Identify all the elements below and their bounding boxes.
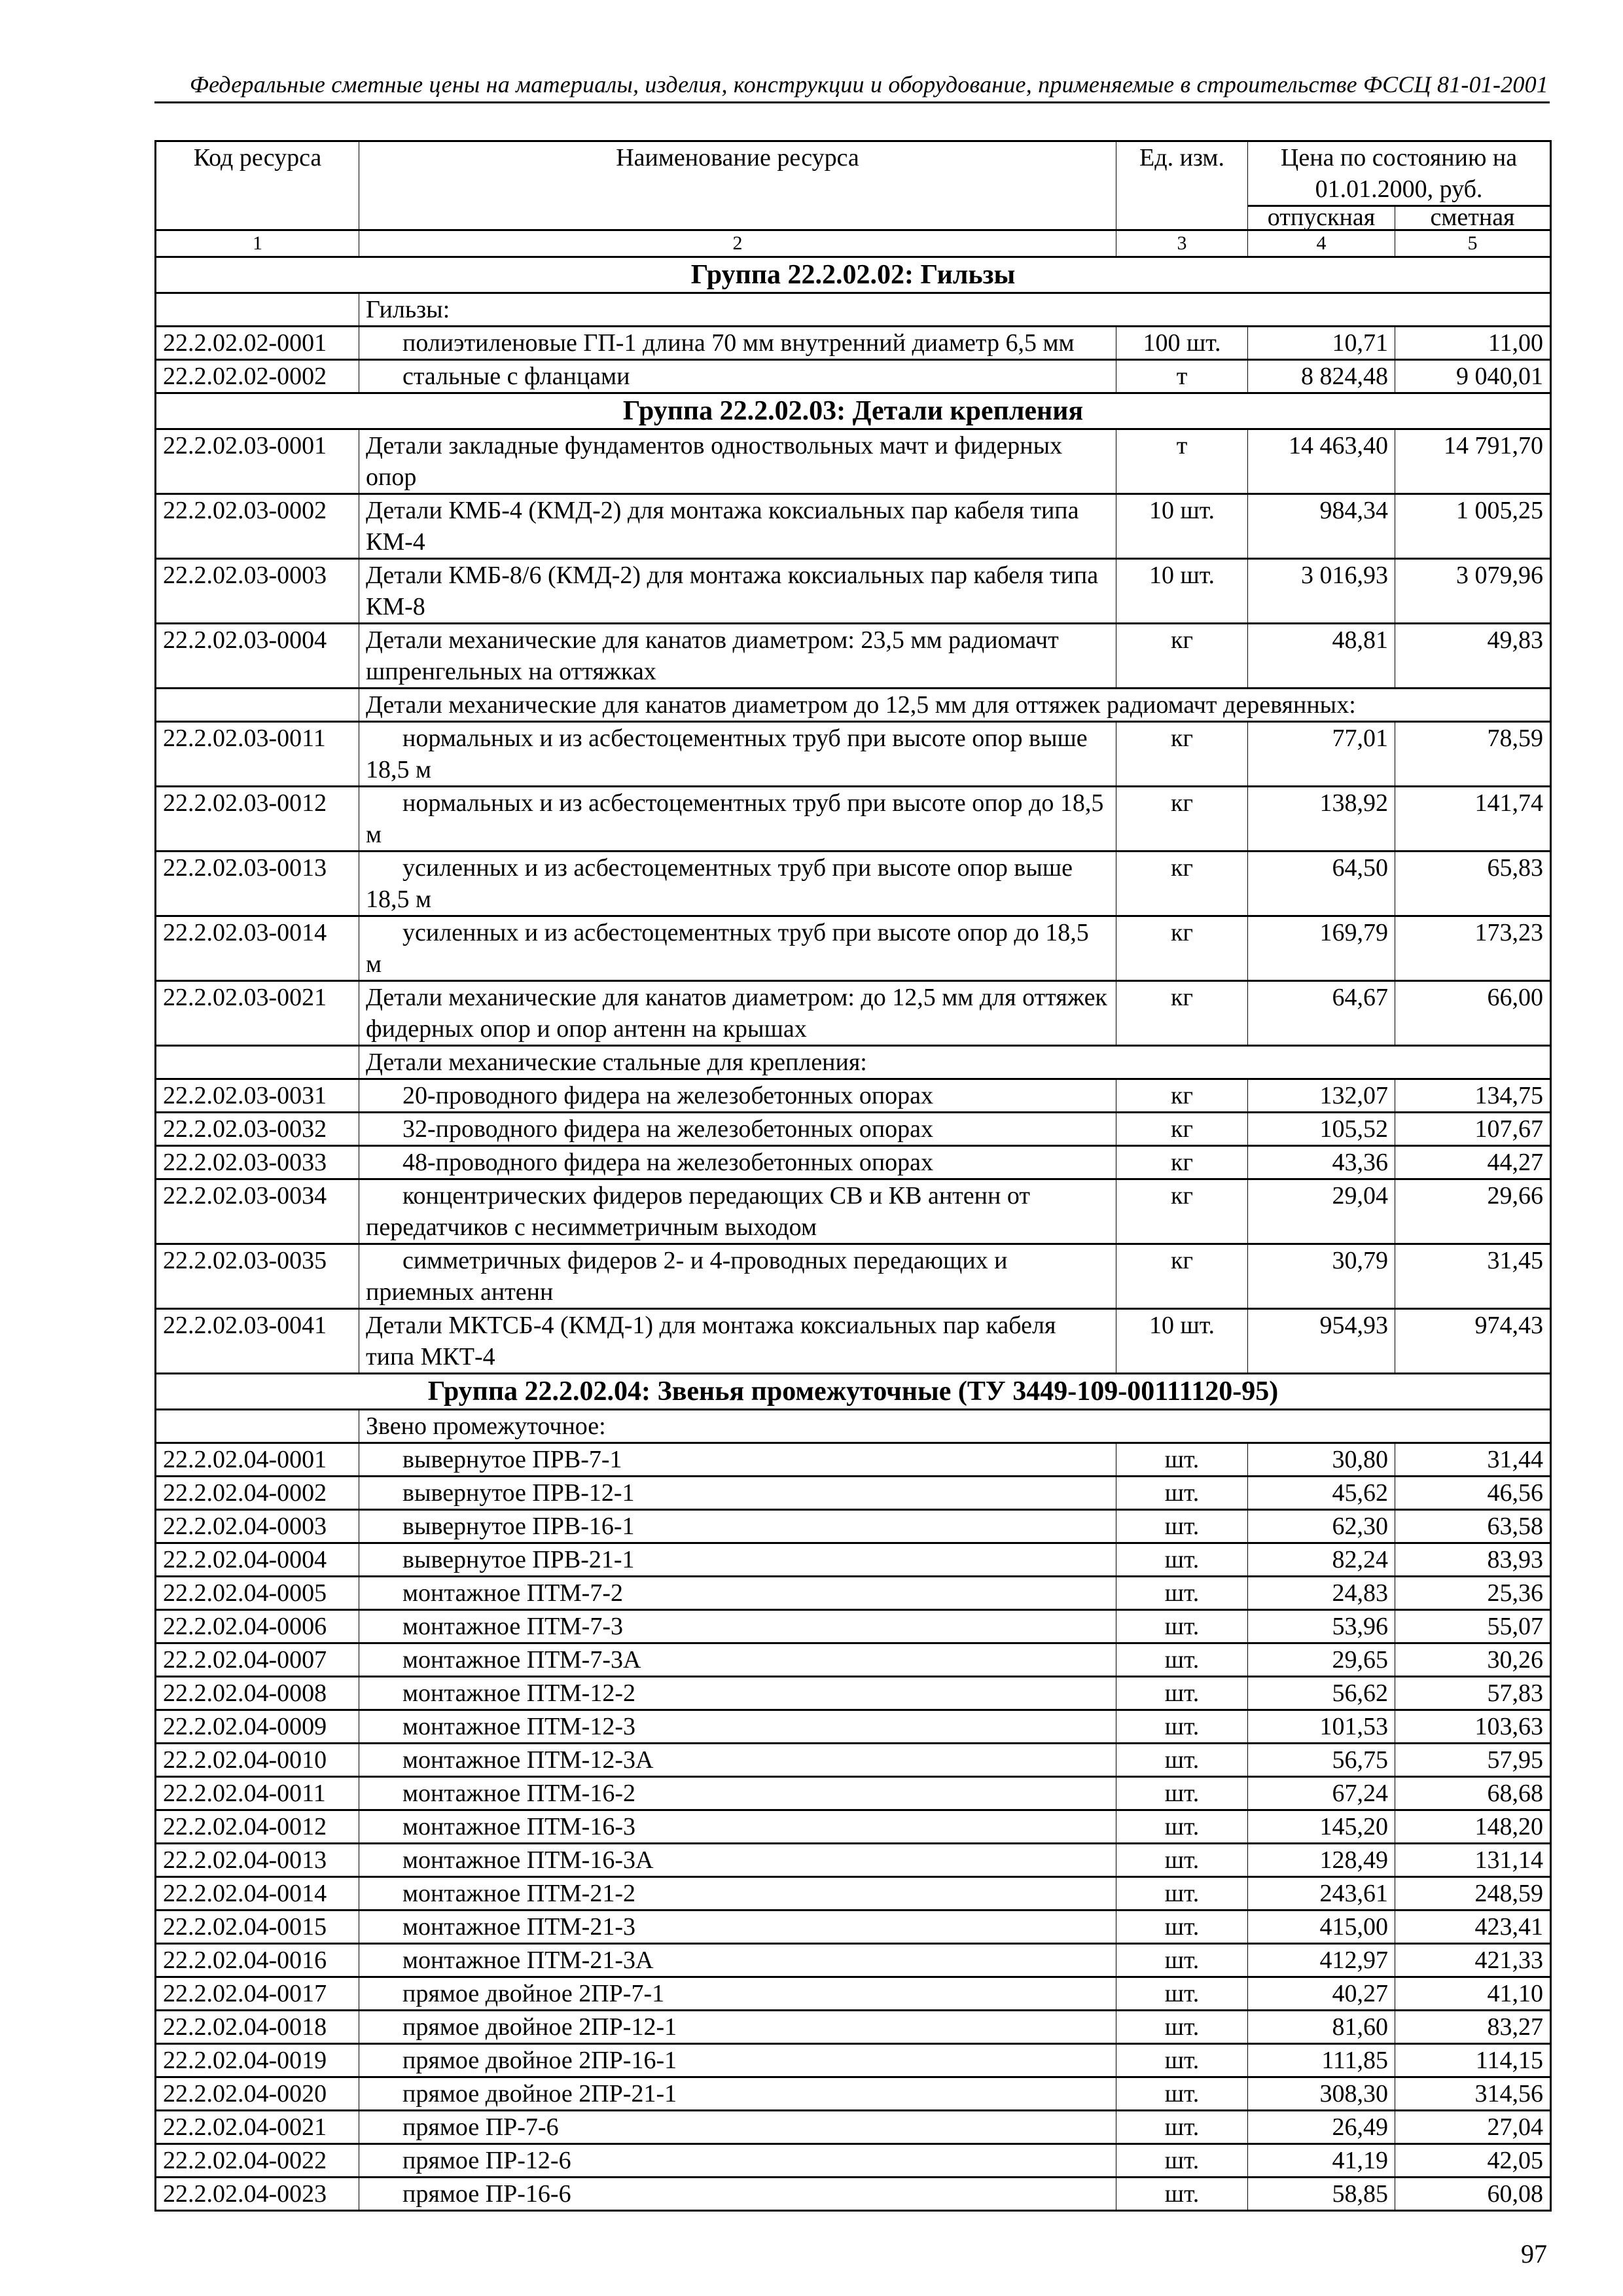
unit-of-measure: шт. [1116, 2178, 1248, 2211]
unit-of-measure: шт. [1116, 1577, 1248, 1610]
resource-code: 22.2.02.04-0012 [156, 1810, 359, 1844]
estimate-price: 30,26 [1395, 1643, 1551, 1677]
resource-name: монтажное ПТМ-21-3А [359, 1944, 1116, 1977]
estimate-price: 29,66 [1395, 1179, 1551, 1244]
resource-name: 20-проводного фидера на железобетонных опорах [359, 1079, 1116, 1113]
unit-of-measure: кг [1116, 852, 1248, 916]
unit-of-measure: кг [1116, 1244, 1248, 1309]
release-price: 243,61 [1248, 1877, 1395, 1910]
table-row [156, 1244, 1551, 1309]
table-row [156, 1309, 1551, 1374]
resource-name: прямое двойное 2ПР-16-1 [359, 2044, 1116, 2077]
subheading-text: Детали механические стальные для крепления: [359, 1046, 1551, 1079]
resource-name: усиленных и из асбестоцементных труб при высоте опор выше 18,5 м [359, 852, 1116, 916]
unit-of-measure: 10 шт. [1116, 559, 1248, 624]
table-row [156, 1944, 1551, 1977]
unit-of-measure: шт. [1116, 1910, 1248, 1944]
release-price: 26,49 [1248, 2111, 1395, 2144]
unit-of-measure: шт. [1116, 2144, 1248, 2178]
table-row [156, 494, 1551, 559]
resource-name: монтажное ПТМ-21-2 [359, 1877, 1116, 1910]
resource-name: Детали КМБ-8/6 (КМД-2) для монтажа коксиальных пар кабеля типа КМ-8 [359, 559, 1116, 624]
resource-name: прямое двойное 2ПР-12-1 [359, 2011, 1116, 2044]
resource-code: 22.2.02.04-0004 [156, 1543, 359, 1577]
resource-name: монтажное ПТМ-21-3 [359, 1910, 1116, 1944]
release-price: 62,30 [1248, 1510, 1395, 1543]
unit-of-measure: шт. [1116, 1543, 1248, 1577]
resource-code: 22.2.02.04-0015 [156, 1910, 359, 1944]
table-row [156, 1610, 1551, 1643]
resource-code: 22.2.02.04-0006 [156, 1610, 359, 1643]
subheading-text: Звено промежуточное: [359, 1410, 1551, 1443]
estimate-price: 41,10 [1395, 1977, 1551, 2011]
resource-code: 22.2.02.03-0013 [156, 852, 359, 916]
unit-of-measure: 10 шт. [1116, 494, 1248, 559]
header-estimate-price: сметная [1395, 206, 1551, 230]
group-header-row [156, 1374, 1551, 1410]
estimate-price: 103,63 [1395, 1710, 1551, 1744]
estimate-price: 60,08 [1395, 2178, 1551, 2211]
table-row [156, 1910, 1551, 1944]
unit-of-measure: шт. [1116, 1944, 1248, 1977]
resource-name: монтажное ПТМ-12-3А [359, 1744, 1116, 1777]
unit-of-measure: шт. [1116, 1643, 1248, 1677]
resource-code: 22.2.02.04-0020 [156, 2077, 359, 2111]
table-row [156, 2178, 1551, 2211]
resource-code: 22.2.02.04-0007 [156, 1643, 359, 1677]
estimate-price: 66,00 [1395, 981, 1551, 1046]
header-code: Код ресурса [156, 141, 359, 230]
header-price-group: Цена по состоянию на 01.01.2000, руб. [1248, 141, 1551, 206]
resource-name: концентрических фидеров передающих СВ и КВ антенн от передатчиков с несимметричным выходом [359, 1179, 1116, 1244]
release-price: 169,79 [1248, 916, 1395, 981]
estimate-price: 131,14 [1395, 1844, 1551, 1877]
table-row [156, 1510, 1551, 1543]
release-price: 111,85 [1248, 2044, 1395, 2077]
unit-of-measure: т [1116, 429, 1248, 494]
table-row [156, 559, 1551, 624]
resource-name: прямое двойное 2ПР-7-1 [359, 1977, 1116, 2011]
table-row [156, 1777, 1551, 1810]
release-price: 29,65 [1248, 1643, 1395, 1677]
release-price: 64,50 [1248, 852, 1395, 916]
release-price: 105,52 [1248, 1113, 1395, 1146]
table-row [156, 2011, 1551, 2044]
unit-of-measure: т [1116, 360, 1248, 393]
resource-name: монтажное ПТМ-7-2 [359, 1577, 1116, 1610]
release-price: 67,24 [1248, 1777, 1395, 1810]
unit-of-measure: кг [1116, 916, 1248, 981]
resource-code: 22.2.02.03-0035 [156, 1244, 359, 1309]
estimate-price: 31,44 [1395, 1443, 1551, 1477]
estimate-price: 114,15 [1395, 2044, 1551, 2077]
header-release-price: отпускная [1248, 206, 1395, 230]
release-price: 132,07 [1248, 1079, 1395, 1113]
header-name: Наименование ресурса [359, 141, 1116, 230]
table-row [156, 1577, 1551, 1610]
resource-name: монтажное ПТМ-12-3 [359, 1710, 1116, 1744]
release-price: 48,81 [1248, 624, 1395, 689]
table-row [156, 1477, 1551, 1510]
table-row [156, 1643, 1551, 1677]
resource-code: 22.2.02.04-0022 [156, 2144, 359, 2178]
resource-code: 22.2.02.04-0011 [156, 1777, 359, 1810]
unit-of-measure: шт. [1116, 1977, 1248, 2011]
group-title: Группа 22.2.02.02: Гильзы [156, 257, 1551, 293]
group-title: Группа 22.2.02.03: Детали крепления [156, 393, 1551, 429]
resource-name: нормальных и из асбестоцементных труб при высоте опор выше 18,5 м [359, 722, 1116, 787]
resource-name: монтажное ПТМ-7-3 [359, 1610, 1116, 1643]
resource-code: 22.2.02.03-0004 [156, 624, 359, 689]
table-row [156, 2077, 1551, 2111]
column-number: 5 [1395, 230, 1551, 257]
subheading-row [156, 293, 1551, 327]
empty-code-cell [156, 689, 359, 722]
header-rule [154, 101, 1550, 103]
estimate-price: 31,45 [1395, 1244, 1551, 1309]
subheading-row [156, 1046, 1551, 1079]
resource-name: Детали КМБ-4 (КМД-2) для монтажа коксиальных пар кабеля типа КМ-4 [359, 494, 1116, 559]
resource-name: вывернутое ПРВ-16-1 [359, 1510, 1116, 1543]
resource-name: прямое ПР-16-6 [359, 2178, 1116, 2211]
release-price: 14 463,40 [1248, 429, 1395, 494]
table-row [156, 1113, 1551, 1146]
table-row [156, 2111, 1551, 2144]
column-number: 1 [156, 230, 359, 257]
resource-name: прямое двойное 2ПР-21-1 [359, 2077, 1116, 2111]
table-row [156, 1744, 1551, 1777]
unit-of-measure: шт. [1116, 2011, 1248, 2044]
resource-name: монтажное ПТМ-16-2 [359, 1777, 1116, 1810]
estimate-price: 1 005,25 [1395, 494, 1551, 559]
release-price: 8 824,48 [1248, 360, 1395, 393]
estimate-price: 173,23 [1395, 916, 1551, 981]
empty-code-cell [156, 1410, 359, 1443]
table-row [156, 1079, 1551, 1113]
unit-of-measure: шт. [1116, 1677, 1248, 1710]
table-row [156, 1810, 1551, 1844]
estimate-price: 148,20 [1395, 1810, 1551, 1844]
resource-code: 22.2.02.04-0019 [156, 2044, 359, 2077]
release-price: 415,00 [1248, 1910, 1395, 1944]
column-number: 2 [359, 230, 1116, 257]
resource-name: Детали МКТСБ-4 (КМД-1) для монтажа коксиальных пар кабеля типа МКТ-4 [359, 1309, 1116, 1374]
table-row [156, 1443, 1551, 1477]
group-title: Группа 22.2.02.04: Звенья промежуточные (ТУ 3449-109-00111120-95) [156, 1374, 1551, 1410]
release-price: 77,01 [1248, 722, 1395, 787]
release-price: 29,04 [1248, 1179, 1395, 1244]
release-price: 138,92 [1248, 787, 1395, 852]
release-price: 30,80 [1248, 1443, 1395, 1477]
estimate-price: 57,95 [1395, 1744, 1551, 1777]
release-price: 954,93 [1248, 1309, 1395, 1374]
estimate-price: 3 079,96 [1395, 559, 1551, 624]
estimate-price: 27,04 [1395, 2111, 1551, 2144]
unit-of-measure: кг [1116, 1179, 1248, 1244]
resource-code: 22.2.02.03-0001 [156, 429, 359, 494]
resource-code: 22.2.02.04-0018 [156, 2011, 359, 2044]
estimate-price: 421,33 [1395, 1944, 1551, 1977]
release-price: 984,34 [1248, 494, 1395, 559]
unit-of-measure: шт. [1116, 2044, 1248, 2077]
release-price: 3 016,93 [1248, 559, 1395, 624]
estimate-price: 55,07 [1395, 1610, 1551, 1643]
unit-of-measure: шт. [1116, 1610, 1248, 1643]
release-price: 43,36 [1248, 1146, 1395, 1179]
resource-name: монтажное ПТМ-12-2 [359, 1677, 1116, 1710]
subheading-row [156, 689, 1551, 722]
resource-name: Детали закладные фундаментов одноствольных мачт и фидерных опор [359, 429, 1116, 494]
resource-name: Детали механические для канатов диаметром: 23,5 мм радиомачт шпренгельных на оттяжках [359, 624, 1116, 689]
empty-code-cell [156, 1046, 359, 1079]
estimate-price: 423,41 [1395, 1910, 1551, 1944]
table-row [156, 1677, 1551, 1710]
estimate-price: 42,05 [1395, 2144, 1551, 2178]
column-number: 3 [1116, 230, 1248, 257]
unit-of-measure: шт. [1116, 1844, 1248, 1877]
empty-code-cell [156, 293, 359, 327]
resource-code: 22.2.02.04-0008 [156, 1677, 359, 1710]
subheading-text: Детали механические для канатов диаметром до 12,5 мм для оттяжек радиомачт деревянных: [359, 689, 1551, 722]
release-price: 101,53 [1248, 1710, 1395, 1744]
table-row [156, 1146, 1551, 1179]
unit-of-measure: кг [1116, 981, 1248, 1046]
release-price: 58,85 [1248, 2178, 1395, 2211]
resource-code: 22.2.02.03-0031 [156, 1079, 359, 1113]
unit-of-measure: кг [1116, 624, 1248, 689]
resource-code: 22.2.02.04-0010 [156, 1744, 359, 1777]
resource-code: 22.2.02.04-0023 [156, 2178, 359, 2211]
release-price: 53,96 [1248, 1610, 1395, 1643]
resource-code: 22.2.02.04-0014 [156, 1877, 359, 1910]
unit-of-measure: кг [1116, 1113, 1248, 1146]
estimate-price: 134,75 [1395, 1079, 1551, 1113]
estimate-price: 9 040,01 [1395, 360, 1551, 393]
unit-of-measure: кг [1116, 787, 1248, 852]
release-price: 24,83 [1248, 1577, 1395, 1610]
estimate-price: 141,74 [1395, 787, 1551, 852]
unit-of-measure: шт. [1116, 1744, 1248, 1777]
unit-of-measure: шт. [1116, 1877, 1248, 1910]
unit-of-measure: шт. [1116, 1777, 1248, 1810]
estimate-price: 63,58 [1395, 1510, 1551, 1543]
resource-code: 22.2.02.02-0002 [156, 360, 359, 393]
estimate-price: 107,67 [1395, 1113, 1551, 1146]
group-header-row [156, 257, 1551, 293]
subheading-row [156, 1410, 1551, 1443]
table-row [156, 722, 1551, 787]
resource-name: 32-проводного фидера на железобетонных опорах [359, 1113, 1116, 1146]
resource-code: 22.2.02.04-0009 [156, 1710, 359, 1744]
resource-name: усиленных и из асбестоцементных труб при высоте опор до 18,5 м [359, 916, 1116, 981]
column-number-row [156, 230, 1551, 257]
release-price: 412,97 [1248, 1944, 1395, 1977]
resource-name: 48-проводного фидера на железобетонных опорах [359, 1146, 1116, 1179]
table-row [156, 852, 1551, 916]
estimate-price: 44,27 [1395, 1146, 1551, 1179]
release-price: 82,24 [1248, 1543, 1395, 1577]
table-row [156, 1844, 1551, 1877]
table-row [156, 1710, 1551, 1744]
table-body [156, 257, 1551, 2211]
resource-code: 22.2.02.04-0003 [156, 1510, 359, 1543]
resource-name: Детали механические для канатов диаметром: до 12,5 мм для оттяжек фидерных опор и опор антенн на крышах [359, 981, 1116, 1046]
resource-code: 22.2.02.03-0012 [156, 787, 359, 852]
unit-of-measure: шт. [1116, 1710, 1248, 1744]
resource-code: 22.2.02.03-0021 [156, 981, 359, 1046]
resource-name: прямое ПР-12-6 [359, 2144, 1116, 2178]
resource-code: 22.2.02.04-0016 [156, 1944, 359, 1977]
column-number: 4 [1248, 230, 1395, 257]
estimate-price: 46,56 [1395, 1477, 1551, 1510]
page-number: 97 [1521, 2239, 1547, 2269]
table-row [156, 1977, 1551, 2011]
table-row [156, 981, 1551, 1046]
estimate-price: 974,43 [1395, 1309, 1551, 1374]
unit-of-measure: шт. [1116, 2111, 1248, 2144]
resource-name: прямое ПР-7-6 [359, 2111, 1116, 2144]
release-price: 81,60 [1248, 2011, 1395, 2044]
resource-name: монтажное ПТМ-16-3 [359, 1810, 1116, 1844]
release-price: 56,75 [1248, 1744, 1395, 1777]
release-price: 10,71 [1248, 327, 1395, 360]
resource-name: вывернутое ПРВ-21-1 [359, 1543, 1116, 1577]
table-row [156, 1877, 1551, 1910]
resource-code: 22.2.02.04-0021 [156, 2111, 359, 2144]
estimate-price: 248,59 [1395, 1877, 1551, 1910]
running-head: Федеральные сметные цены на материалы, изделия, конструкции и оборудование, применяемые в строительстве ФССЦ 81-01-2001 [189, 71, 1548, 98]
resource-code: 22.2.02.04-0001 [156, 1443, 359, 1477]
release-price: 40,27 [1248, 1977, 1395, 2011]
price-table [154, 140, 1552, 2212]
unit-of-measure: кг [1116, 722, 1248, 787]
estimate-price: 83,93 [1395, 1543, 1551, 1577]
release-price: 30,79 [1248, 1244, 1395, 1309]
resource-code: 22.2.02.03-0014 [156, 916, 359, 981]
table-row [156, 429, 1551, 494]
resource-code: 22.2.02.03-0033 [156, 1146, 359, 1179]
resource-code: 22.2.02.03-0011 [156, 722, 359, 787]
estimate-price: 11,00 [1395, 327, 1551, 360]
table-row [156, 624, 1551, 689]
release-price: 41,19 [1248, 2144, 1395, 2178]
estimate-price: 65,83 [1395, 852, 1551, 916]
group-header-row [156, 393, 1551, 429]
resource-code: 22.2.02.03-0041 [156, 1309, 359, 1374]
resource-code: 22.2.02.02-0001 [156, 327, 359, 360]
estimate-price: 83,27 [1395, 2011, 1551, 2044]
unit-of-measure: шт. [1116, 1477, 1248, 1510]
resource-code: 22.2.02.03-0002 [156, 494, 359, 559]
estimate-price: 314,56 [1395, 2077, 1551, 2111]
resource-name: полиэтиленовые ГП-1 длина 70 мм внутренний диаметр 6,5 мм [359, 327, 1116, 360]
table-row [156, 2144, 1551, 2178]
table-row [156, 2044, 1551, 2077]
resource-code: 22.2.02.03-0032 [156, 1113, 359, 1146]
resource-code: 22.2.02.03-0034 [156, 1179, 359, 1244]
unit-of-measure: шт. [1116, 2077, 1248, 2111]
resource-name: вывернутое ПРВ-7-1 [359, 1443, 1116, 1477]
resource-name: монтажное ПТМ-7-3А [359, 1643, 1116, 1677]
resource-code: 22.2.02.03-0003 [156, 559, 359, 624]
resource-code: 22.2.02.04-0013 [156, 1844, 359, 1877]
resource-name: симметричных фидеров 2- и 4-проводных передающих и приемных антенн [359, 1244, 1116, 1309]
table-row [156, 1543, 1551, 1577]
estimate-price: 25,36 [1395, 1577, 1551, 1610]
table-row [156, 360, 1551, 393]
estimate-price: 78,59 [1395, 722, 1551, 787]
estimate-price: 49,83 [1395, 624, 1551, 689]
resource-code: 22.2.02.04-0002 [156, 1477, 359, 1510]
resource-name: стальные с фланцами [359, 360, 1116, 393]
subheading-text: Гильзы: [359, 293, 1551, 327]
resource-name: вывернутое ПРВ-12-1 [359, 1477, 1116, 1510]
unit-of-measure: кг [1116, 1079, 1248, 1113]
release-price: 128,49 [1248, 1844, 1395, 1877]
table-row [156, 327, 1551, 360]
resource-code: 22.2.02.04-0005 [156, 1577, 359, 1610]
release-price: 64,67 [1248, 981, 1395, 1046]
table-row [156, 787, 1551, 852]
unit-of-measure: шт. [1116, 1810, 1248, 1844]
unit-of-measure: шт. [1116, 1510, 1248, 1543]
unit-of-measure: 10 шт. [1116, 1309, 1248, 1374]
unit-of-measure: кг [1116, 1146, 1248, 1179]
unit-of-measure: 100 шт. [1116, 327, 1248, 360]
resource-code: 22.2.02.04-0017 [156, 1977, 359, 2011]
release-price: 45,62 [1248, 1477, 1395, 1510]
estimate-price: 14 791,70 [1395, 429, 1551, 494]
unit-of-measure: шт. [1116, 1443, 1248, 1477]
estimate-price: 68,68 [1395, 1777, 1551, 1810]
resource-name: нормальных и из асбестоцементных труб при высоте опор до 18,5 м [359, 787, 1116, 852]
resource-name: монтажное ПТМ-16-3А [359, 1844, 1116, 1877]
release-price: 308,30 [1248, 2077, 1395, 2111]
header-unit: Ед. изм. [1116, 141, 1248, 230]
table-row [156, 916, 1551, 981]
estimate-price: 57,83 [1395, 1677, 1551, 1710]
release-price: 56,62 [1248, 1677, 1395, 1710]
table-row [156, 1179, 1551, 1244]
release-price: 145,20 [1248, 1810, 1395, 1844]
